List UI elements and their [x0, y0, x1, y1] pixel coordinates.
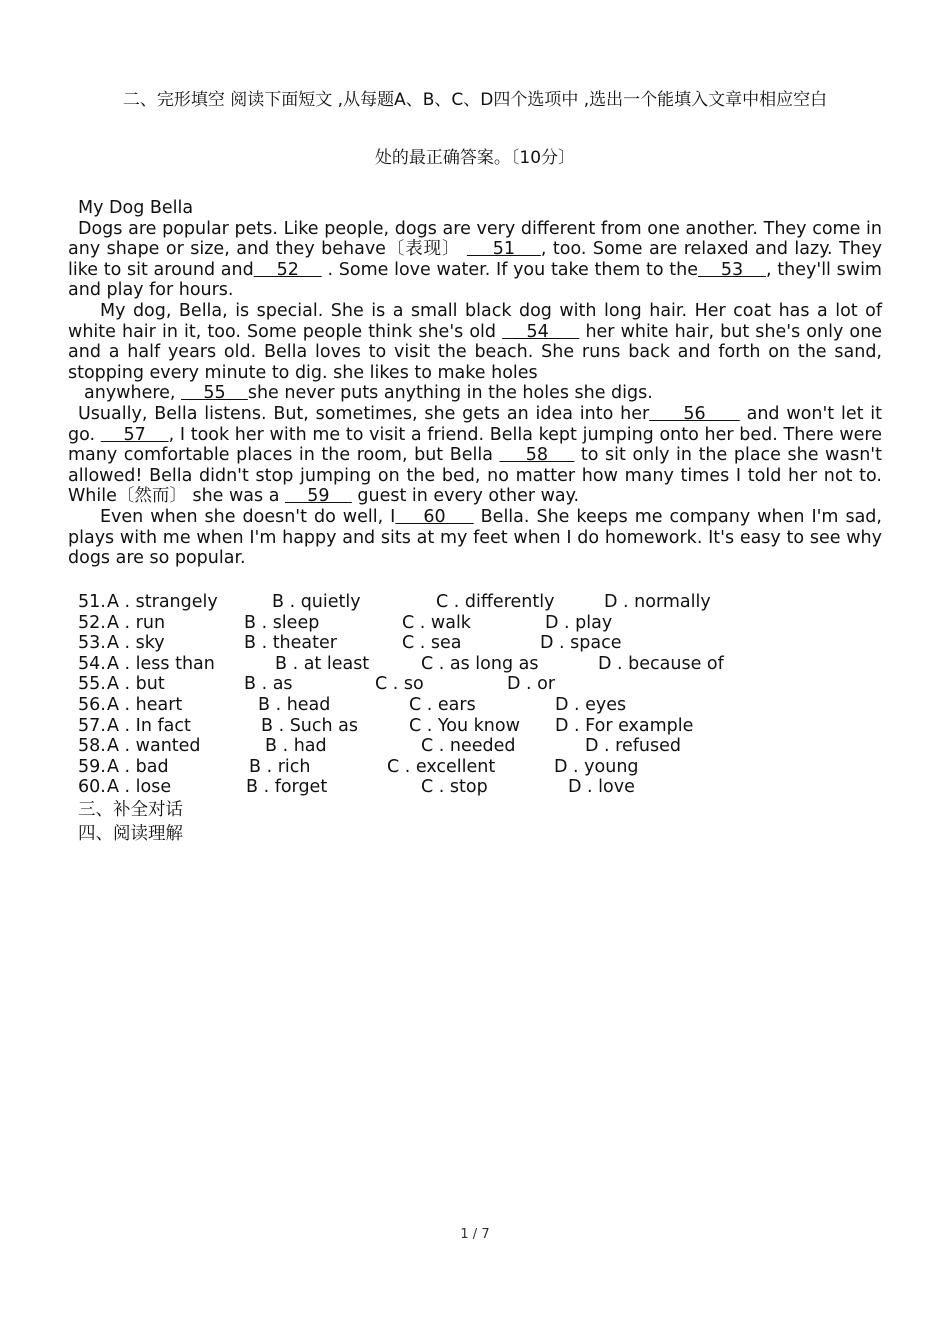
question-number: 52.: [78, 612, 106, 633]
answer-options: [78, 592, 898, 846]
option-row-52: [78, 613, 898, 634]
paragraph-5: [68, 507, 882, 569]
option-a: A . heart: [107, 694, 183, 715]
option-d: D . space: [540, 633, 622, 654]
paragraph-text: Usually, Bella listens. But, sometimes, she gets an idea into her: [78, 403, 650, 424]
page-number: 1 / 7: [460, 1227, 490, 1242]
option-d: D . love: [568, 777, 635, 798]
option-a: A . run: [107, 612, 166, 633]
paragraph-text: her white hair, but she's only one and a half years old. Bella loves to visit the beach. She runs back and forth on the sand, stopping every minute to dig. she likes to make holes: [68, 321, 882, 383]
question-number: 56.: [78, 694, 106, 715]
option-a: A . strangely: [107, 592, 218, 612]
option-row-53: [78, 633, 898, 654]
passage: [68, 198, 882, 569]
option-c: C . as long as: [421, 653, 539, 674]
option-b: B . as: [244, 674, 293, 695]
option-a: A . In fact: [107, 715, 191, 736]
option-a: A . less than: [107, 653, 215, 674]
blank-52: 52: [253, 259, 322, 280]
option-row-58: [78, 736, 898, 757]
option-d: D . For example: [555, 715, 694, 736]
question-number: 51.: [78, 592, 106, 612]
option-d: D . or: [507, 674, 556, 695]
question-number: 55.: [78, 674, 106, 695]
blank-59: 59: [285, 486, 352, 507]
blank-51: 51: [466, 239, 541, 260]
paragraph-text: , I took her with me to visit a friend. Bella kept jumping onto her bed. There were many comfortable places in the room, but Bella: [68, 424, 882, 466]
option-b: B . Such as: [261, 715, 359, 736]
option-row-55: [78, 674, 898, 695]
paragraph-text: guest in every other way.: [357, 486, 580, 507]
paragraph-1: [68, 219, 882, 301]
blank-57: 57: [100, 424, 169, 445]
option-row-54: [78, 654, 898, 675]
blank-58: 58: [499, 445, 575, 466]
blank-56: 56: [649, 403, 740, 424]
question-number: 58.: [78, 736, 106, 757]
paragraph-text: . Some love water. If you take them to the: [327, 259, 699, 280]
option-c: C . excellent: [387, 756, 496, 777]
blank-55: 55: [181, 383, 248, 404]
option-c: C . stop: [421, 777, 488, 798]
section-3-heading: 三、补全对话: [78, 799, 183, 820]
paragraph-3: [68, 383, 882, 404]
option-a: A . lose: [107, 777, 172, 798]
paragraph-text: to sit only in the place she wasn't allowed! Bella didn't stop jumping on the bed, no matter how many times I told her not to. While〔然而〕 she was a: [68, 445, 882, 507]
question-number: 59.: [78, 756, 106, 777]
paragraph-text: Even when she doesn't do well, I: [100, 506, 396, 527]
option-a: A . wanted: [107, 736, 201, 757]
blank-54: 54: [502, 321, 580, 342]
option-d: D . young: [554, 756, 639, 777]
paragraph-2: [68, 301, 882, 383]
paragraph-text: My dog, Bella, is special. She is a small black dog with long hair. Her coat has a lot of white hair in it, too. Some people think she's old: [68, 300, 882, 342]
option-a: A . but: [107, 674, 165, 695]
option-row-59: [78, 757, 898, 778]
option-c: C . sea: [402, 633, 462, 654]
option-b: B . theater: [244, 633, 337, 654]
option-b: B . head: [258, 694, 331, 715]
option-b: B . rich: [249, 756, 311, 777]
option-d: D . because of: [598, 653, 724, 674]
paragraph-text: she never puts anything in the holes she digs.: [247, 383, 653, 404]
option-d: D . eyes: [555, 694, 627, 715]
blank-60: 60: [395, 506, 474, 527]
option-c: C . differently: [436, 592, 555, 612]
option-c: C . ears: [409, 694, 476, 715]
section-4-heading: 四、阅读理解: [78, 823, 183, 844]
paragraph-4: [68, 404, 882, 507]
option-b: B . sleep: [244, 612, 320, 633]
question-number: 57.: [78, 715, 106, 736]
section-heading-line1: 二、完形填空 阅读下面短文 ,从每题A、B、C、D四个选项中 ,选出一个能填入文章中相应空白: [122, 90, 828, 110]
section-heading-line2: 处的最正确答案。〔10分〕: [374, 148, 576, 168]
paragraph-text: and won't let it go.: [68, 403, 882, 445]
option-c: C . needed: [421, 736, 516, 757]
option-b: B . had: [265, 736, 327, 757]
paragraph-text: , too. Some are relaxed and lazy. They like to sit around and: [68, 239, 882, 280]
option-row-56: [78, 695, 898, 716]
option-a: A . sky: [107, 633, 165, 654]
option-row-60: [78, 777, 898, 798]
option-d: D . normally: [604, 592, 711, 612]
option-a: A . bad: [107, 756, 169, 777]
question-number: 60.: [78, 777, 106, 798]
option-b: B . at least: [275, 653, 370, 674]
paragraph-text: Bella. She keeps me company when I'm sad, plays with me when I'm happy and sits at my feet when I do homework. It's easy to see why dogs are so popular.: [68, 506, 882, 569]
option-d: D . play: [545, 612, 613, 633]
question-number: 54.: [78, 653, 106, 674]
paragraph-text: anywhere,: [84, 383, 176, 404]
option-row-51: [78, 592, 898, 613]
blank-53: 53: [698, 259, 767, 280]
paragraph-text: Dogs are popular pets. Like people, dogs are very different from one another. They come in any shape or size, and they behave〔表现〕: [68, 218, 882, 260]
option-b: B . forget: [246, 777, 328, 798]
option-c: C . You know: [409, 715, 520, 736]
question-number: 53.: [78, 633, 106, 654]
option-d: D . refused: [585, 736, 681, 757]
option-b: B . quietly: [272, 592, 361, 612]
paragraph-text: , they'll swim and play for hours.: [68, 259, 882, 301]
option-c: C . so: [375, 674, 424, 695]
option-c: C . walk: [402, 612, 471, 633]
option-row-57: [78, 716, 898, 737]
passage-title: My Dog Bella: [78, 198, 194, 218]
